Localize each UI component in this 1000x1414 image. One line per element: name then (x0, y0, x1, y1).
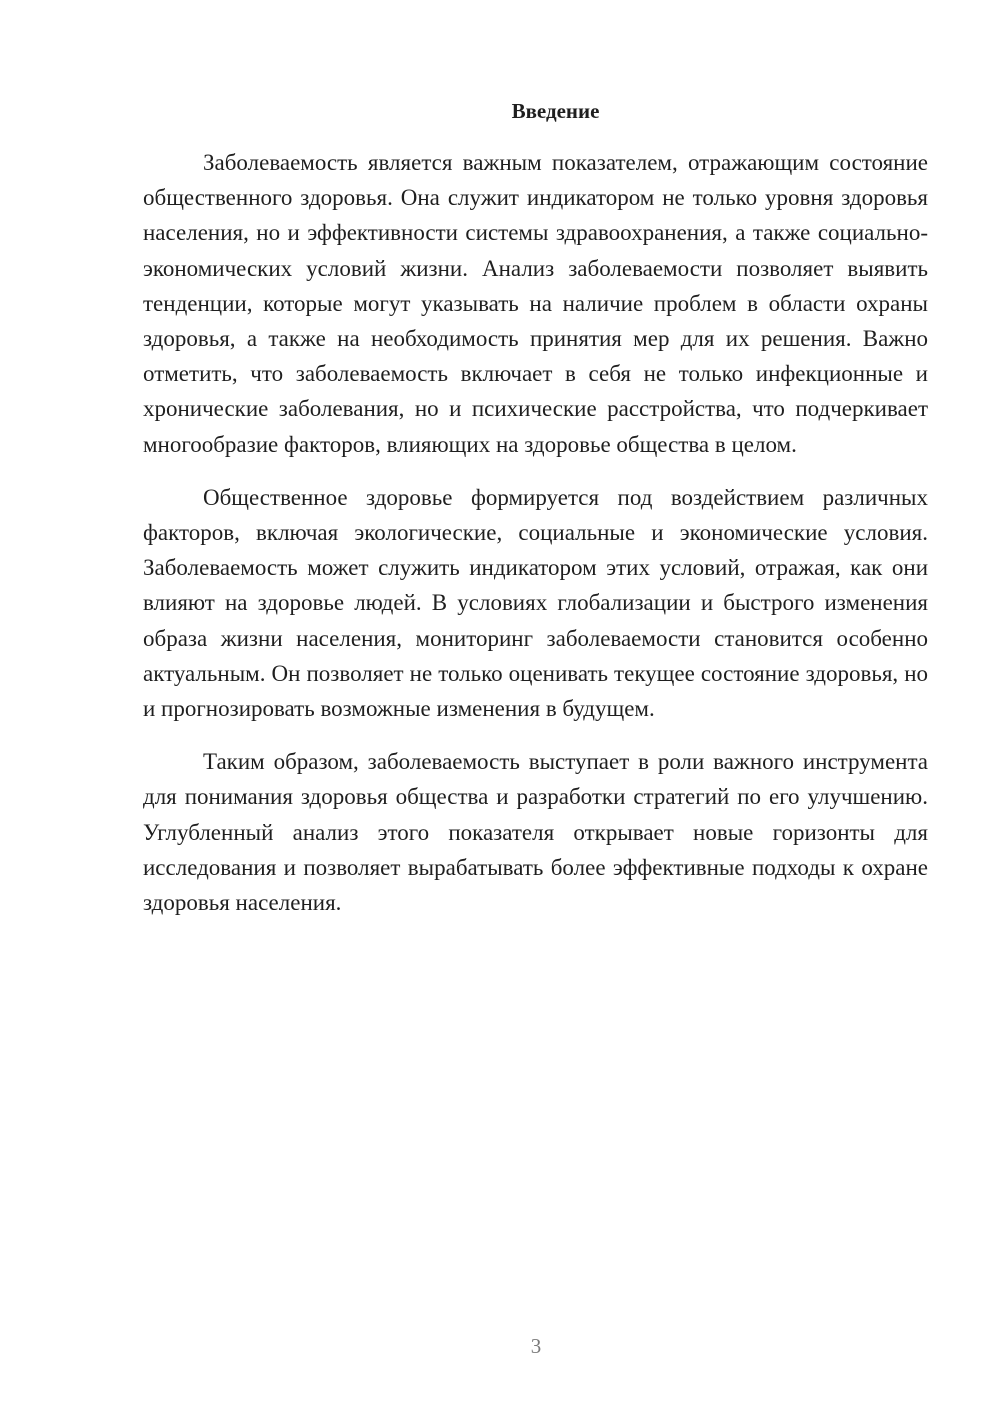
paragraph-2: Общественное здоровье формируется под воздействием различных факторов, включая экологические, социальные и экономические условия. Заболеваемость может служить индикатором этих условий, отражая, как они влияют на здоровье людей. В условиях глобализации и быстрого изменения образа жизни населения, мониторинг заболеваемости становится особенно актуальным. Он позволяет не только оценивать текущее состояние здоровья, но и прогнозировать возможные изменения в будущем. (143, 484, 928, 722)
page-number: 3 (530, 1334, 542, 1358)
section-heading: Введение (511, 99, 600, 123)
document-body (143, 95, 928, 920)
paragraph-1: Заболеваемость является важным показателем, отражающим состояние общественного здоровья. Она служит индикатором не только уровня здоровья населения, но и эффективности системы здравоохранения, а также социально-экономических условий жизни. Анализ заболеваемости позволяет выявить тенденции, которые могут указывать на наличие проблем в области охраны здоровья, а также на необходимость принятия мер для их решения. Важно отметить, что заболеваемость включает в себя не только инфекционные и хронические заболевания, но и психические расстройства, что подчеркивает многообразие факторов, влияющих на здоровье общества в целом. (143, 150, 928, 457)
paragraph-3: Таким образом, заболеваемость выступает в роли важного инструмента для понимания здоровья общества и разработки стратегий по его улучшению. Углубленный анализ этого показателя открывает новые горизонты для исследования и позволяет вырабатывать более эффективные подходы к охране здоровья населения. (143, 749, 928, 916)
